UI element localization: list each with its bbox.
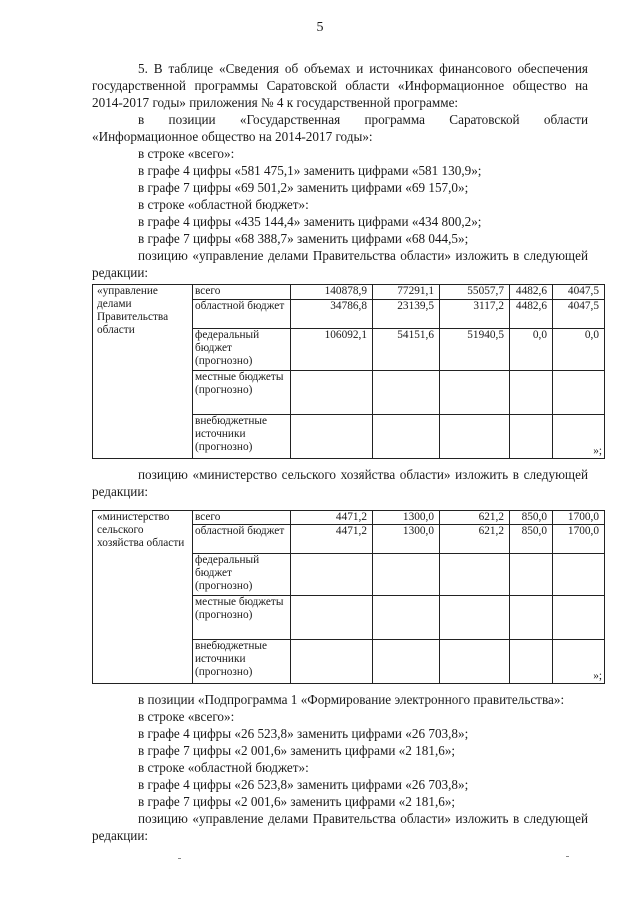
value-cell: 55057,7 bbox=[440, 285, 510, 300]
value-cell: 850,0 bbox=[510, 511, 553, 525]
source-cell: местные бюджеты (прогнозно) bbox=[193, 596, 291, 640]
position-cell: «министерство сельского хозяйства области bbox=[93, 511, 193, 684]
source-cell: всего bbox=[193, 511, 291, 525]
paragraph-line: в графе 7 цифры «2 001,6» заменить цифрами «2 181,6»; bbox=[138, 743, 456, 758]
value-cell bbox=[291, 554, 373, 596]
value-cell bbox=[291, 371, 373, 415]
value-cell bbox=[373, 596, 440, 640]
value-cell: 4047,5 bbox=[553, 300, 605, 329]
value-cell bbox=[291, 415, 373, 459]
source-cell: федеральный бюджет (прогнозно) bbox=[193, 329, 291, 371]
value-cell: 0,0 bbox=[553, 329, 605, 371]
paragraph-line: позицию «управление делами Правительства области» изложить в следующей редакции: bbox=[92, 248, 588, 280]
paragraph-ministry bbox=[92, 466, 588, 500]
paragraph-position-program: в позиции «Государственная программа Саратовской области «Информационное общество на 2014-2017 годы»: bbox=[92, 112, 588, 144]
value-cell: 23139,5 bbox=[373, 300, 440, 329]
paragraph-line: позицию «министерство сельского хозяйства области» изложить в следующей редакции: bbox=[92, 467, 588, 499]
value-cell: 1700,0 bbox=[553, 511, 605, 525]
scan-speck bbox=[178, 858, 181, 859]
closing-quote-cell: »; bbox=[553, 415, 605, 459]
value-cell: 140878,9 bbox=[291, 285, 373, 300]
value-cell: 4471,2 bbox=[291, 511, 373, 525]
value-cell: 77291,1 bbox=[373, 285, 440, 300]
source-cell: областной бюджет bbox=[193, 300, 291, 329]
paragraph-line: в строке «областной бюджет»: bbox=[138, 760, 309, 775]
value-cell: 54151,6 bbox=[373, 329, 440, 371]
paragraph-line: в графе 4 цифры «581 475,1» заменить цифрами «581 130,9»; bbox=[138, 163, 482, 178]
value-cell bbox=[510, 640, 553, 684]
source-cell: внебюджетные источники (прогнозно) bbox=[193, 640, 291, 684]
source-cell: внебюджетные источники (прогнозно) bbox=[193, 415, 291, 459]
value-cell bbox=[510, 415, 553, 459]
paragraph-intro: 5. В таблице «Сведения об объемах и источниках финансового обеспечения государственной программы Саратовской области «Информационное общество на 2014-2017 годы» приложения № 4 к государственной программе: bbox=[92, 61, 588, 110]
page-number: 5 bbox=[316, 20, 324, 35]
value-cell: 3117,2 bbox=[440, 300, 510, 329]
value-cell: 1700,0 bbox=[553, 525, 605, 554]
source-cell: федеральный бюджет (прогнозно) bbox=[193, 554, 291, 596]
closing-quote-cell: »; bbox=[553, 640, 605, 684]
value-cell: 51940,5 bbox=[440, 329, 510, 371]
paragraph-line: в строке «областной бюджет»: bbox=[138, 197, 309, 212]
value-cell bbox=[510, 596, 553, 640]
value-cell: 4482,6 bbox=[510, 300, 553, 329]
value-cell bbox=[440, 640, 510, 684]
finance-table-ministry bbox=[92, 510, 605, 684]
finance-table-management bbox=[92, 284, 605, 459]
scan-speck bbox=[566, 856, 569, 857]
value-cell bbox=[440, 415, 510, 459]
value-cell: 4471,2 bbox=[291, 525, 373, 554]
section-5-text bbox=[92, 60, 588, 281]
value-cell bbox=[553, 371, 605, 415]
table-row bbox=[93, 285, 605, 300]
value-cell: 850,0 bbox=[510, 525, 553, 554]
value-cell bbox=[373, 640, 440, 684]
value-cell: 34786,8 bbox=[291, 300, 373, 329]
value-cell bbox=[510, 554, 553, 596]
value-cell bbox=[553, 596, 605, 640]
value-cell: 4047,5 bbox=[553, 285, 605, 300]
value-cell bbox=[291, 596, 373, 640]
paragraph-line: в графе 4 цифры «26 523,8» заменить цифрами «26 703,8»; bbox=[138, 777, 469, 792]
value-cell bbox=[373, 415, 440, 459]
value-cell bbox=[553, 554, 605, 596]
paragraph-line: в графе 4 цифры «435 144,4» заменить цифрами «434 800,2»; bbox=[138, 214, 482, 229]
paragraph-line: позицию «управление делами Правительства области» изложить в следующей редакции: bbox=[92, 811, 588, 843]
value-cell bbox=[510, 371, 553, 415]
paragraph-line: в позиции «Подпрограмма 1 «Формирование электронного правительства»: bbox=[138, 692, 565, 707]
value-cell bbox=[440, 554, 510, 596]
value-cell bbox=[373, 371, 440, 415]
paragraph-line: в строке «всего»: bbox=[138, 146, 235, 161]
table-row bbox=[93, 511, 605, 525]
value-cell: 1300,0 bbox=[373, 525, 440, 554]
paragraph-line: в строке «всего»: bbox=[138, 709, 235, 724]
subprogram-1-text bbox=[92, 691, 588, 844]
paragraph-line: в графе 7 цифры «69 501,2» заменить цифрами «69 157,0»; bbox=[138, 180, 469, 195]
paragraph-line: в графе 7 цифры «68 388,7» заменить цифрами «68 044,5»; bbox=[138, 231, 469, 246]
value-cell bbox=[291, 640, 373, 684]
value-cell: 106092,1 bbox=[291, 329, 373, 371]
paragraph-line: в графе 7 цифры «2 001,6» заменить цифрами «2 181,6»; bbox=[138, 794, 456, 809]
value-cell bbox=[440, 596, 510, 640]
value-cell: 0,0 bbox=[510, 329, 553, 371]
value-cell: 4482,6 bbox=[510, 285, 553, 300]
source-cell: областной бюджет bbox=[193, 525, 291, 554]
paragraph-line: в графе 4 цифры «26 523,8» заменить цифрами «26 703,8»; bbox=[138, 726, 469, 741]
value-cell: 1300,0 bbox=[373, 511, 440, 525]
value-cell bbox=[440, 371, 510, 415]
value-cell: 621,2 bbox=[440, 511, 510, 525]
value-cell bbox=[373, 554, 440, 596]
source-cell: всего bbox=[193, 285, 291, 300]
source-cell: местные бюджеты (прогнозно) bbox=[193, 371, 291, 415]
value-cell: 621,2 bbox=[440, 525, 510, 554]
position-cell: «управление делами Правительства области bbox=[93, 285, 193, 459]
